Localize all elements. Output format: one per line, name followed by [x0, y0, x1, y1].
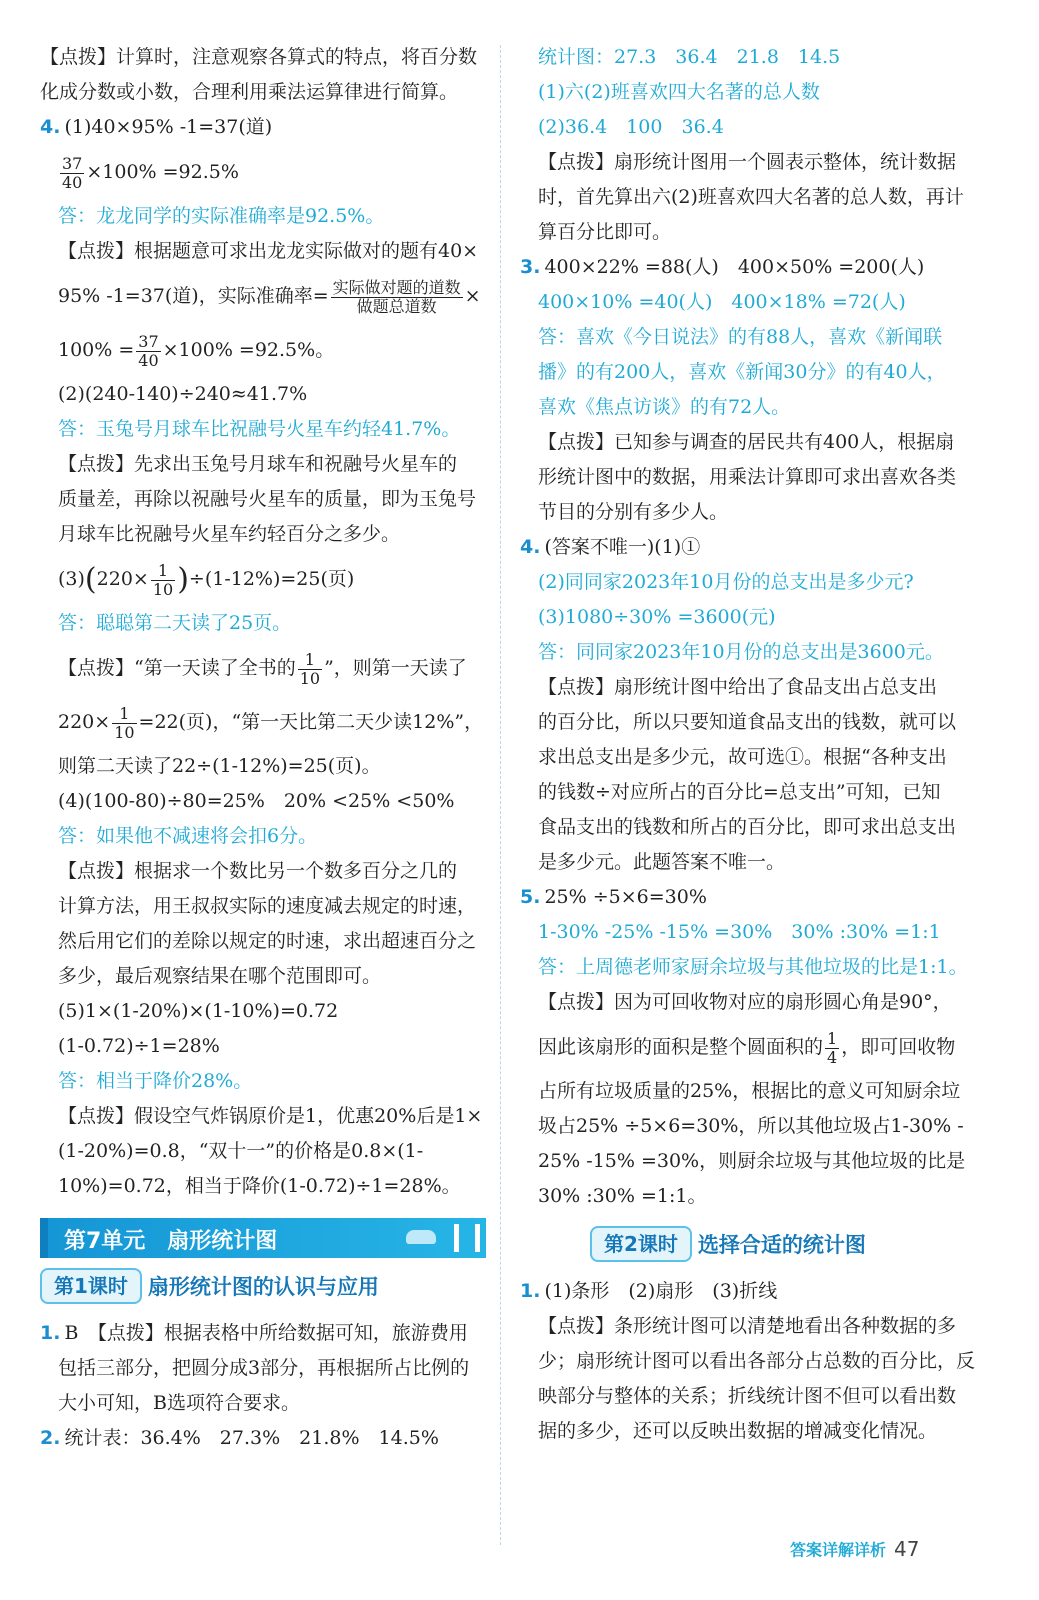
answer-line: 答：如果他不减速将会扣6分。 — [58, 825, 318, 847]
stripes-decoration — [454, 1224, 480, 1252]
answer-line: 统计图：27.3 36.4 21.8 14.5 — [538, 46, 841, 68]
tip-line: 【点拨】假设空气炸锅原价是1，优惠20%后是1× — [58, 1105, 483, 1127]
question-1: 1. (1)条形 (2)扇形 (3)折线 — [520, 1280, 778, 1302]
tip-line: 【点拨】扇形统计图用一个圆表示整体，统计数据 — [538, 151, 957, 173]
page-number: 47 — [894, 1537, 920, 1561]
tip-line: 质量差，再除以祝融号火星车的质量，即为玉兔号 — [58, 488, 477, 510]
question-number: 3. — [520, 256, 541, 278]
unit-banner — [40, 1218, 486, 1258]
answer-line: (2)同同家2023年10月份的总支出是多少元? — [538, 571, 914, 593]
question-4-part-5: (5)1×(1-20%)×(1-10%)=0.72 — [58, 1000, 339, 1022]
fraction: $\frac{1}{10}$ — [114, 703, 135, 742]
lesson-heading — [590, 1226, 968, 1264]
tip-line: 映部分与整体的关系；折线统计图不但可以看出数 — [538, 1385, 957, 1407]
answer-line: (2)36.4 100 36.4 — [538, 116, 724, 138]
footer-label: 答案详解详析 — [790, 1540, 887, 1560]
tip-line: 【点拨】已知参与调查的居民共有400人，根据扇 — [538, 431, 955, 453]
question-number: 4. — [520, 536, 541, 558]
question-3: 3. 400×22% =88(人) 400×50% =200(人) — [520, 256, 925, 278]
lesson-badge: 第2课时 — [590, 1226, 692, 1262]
question-5: 5. 25% ÷5×6=30% — [520, 886, 707, 908]
fraction: $\frac{1}{10}$ — [152, 560, 174, 599]
tip-line: 【点拨】扇形统计图中给出了食品支出占总支出 — [538, 676, 938, 698]
tip-line: 包括三部分，把圆分成3部分，再根据所占比例的 — [58, 1357, 470, 1379]
question-number: 1. — [40, 1322, 61, 1344]
answer-line: 答：喜欢《今日说法》的有88人，喜欢《新闻联 — [538, 326, 943, 348]
text-line: 化成分数或小数，合理利用乘法运算律进行简算。 — [40, 81, 459, 103]
left-column — [40, 40, 486, 1456]
tip-line: 据的多少，还可以反映出数据的增减变化情况。 — [538, 1420, 938, 1442]
fraction-line: $\frac{37}{40}$ ×100% =92.5% — [62, 153, 239, 192]
tip-line: 95% -1=37(道)，实际准确率= $\frac{\text{实际做对题的道数}}{\text{做题总道数}}$ × — [58, 277, 481, 316]
fraction: $\frac{37}{40}$ — [62, 153, 83, 192]
answer-line: 答：聪聪第二天读了25页。 — [58, 612, 292, 634]
tip-line: 形统计图中的数据，用乘法计算即可求出喜欢各类 — [538, 466, 957, 488]
tip-line: 【点拨】先求出玉兔号月球车和祝融号火星车的 — [58, 453, 458, 475]
answer-line: 播》的有200人，喜欢《新闻30分》的有40人， — [538, 361, 946, 383]
fraction: $\frac{\text{实际做对题的道数}}{\text{做题总道数}}$ — [332, 277, 461, 316]
answer-line: (3)1080÷30% =3600(元) — [538, 606, 776, 628]
tip-line: 30% :30% =1:1。 — [538, 1185, 707, 1207]
tip-line: 是多少元。此题答案不唯一。 — [538, 851, 786, 873]
answer-line: 答：龙龙同学的实际准确率是92.5%。 — [58, 205, 385, 227]
answer-line: 400×10% =40(人) 400×18% =72(人) — [538, 291, 906, 313]
tip-line: 食品支出的钱数和所占的百分比，即可求出总支出 — [538, 816, 957, 838]
question-number: 2. — [40, 1427, 61, 1449]
unit-title: 第7单元 扇形统计图 — [64, 1229, 278, 1254]
tip-line: 圾占25% ÷5×6=30%，所以其他垃圾占1-30% - — [538, 1115, 964, 1137]
tip-line: 时，首先算出六(2)班喜欢四大名著的总人数，再计 — [538, 186, 964, 208]
tip-line: 【点拨】根据求一个数比另一个数多百分之几的 — [58, 860, 458, 882]
right-column — [520, 40, 976, 1449]
tip-line: 月球车比祝融号火星车约轻百分之多少。 — [58, 523, 401, 545]
tip-line: 占所有垃圾质量的25%，根据比的意义可知厨余垃 — [538, 1080, 961, 1102]
tip-line: 10%)=0.72，相当于降价(1-0.72)÷1=28%。 — [58, 1175, 461, 1197]
tip-line: 大小可知，B选项符合要求。 — [58, 1392, 300, 1414]
tip-line: 25% -15% =30%，则厨余垃圾与其他垃圾的比是 — [538, 1150, 966, 1172]
fraction: $\frac{1}{4}$ — [827, 1028, 838, 1067]
question-4-part-5-step: (1-0.72)÷1=28% — [58, 1035, 220, 1057]
answer-line: 答：上周德老师家厨余垃圾与其他垃圾的比是1:1。 — [538, 956, 968, 978]
question-4-part-1: 4. (1)40×95% -1=37(道) — [40, 116, 273, 138]
tip-line: 少；扇形统计图可以看出各部分占总数的百分比，反 — [538, 1350, 976, 1372]
question-4-part-3: (3)(220× $\frac{1}{10}$ )÷(1-12%)=25(页) — [58, 560, 355, 599]
lesson-heading — [40, 1268, 486, 1306]
tip-line: 计算方法，用王叔叔实际的速度减去规定的时速， — [58, 895, 477, 917]
answer-line: (1)六(2)班喜欢四大名著的总人数 — [538, 81, 820, 103]
question-4-part-4: (4)(100-80)÷80=25% 20% <25% <50% — [58, 790, 455, 812]
question-4-part-2: (2)(240-140)÷240≈41.7% — [58, 383, 308, 405]
tip-line: (1-20%)=0.8，“双十一”的价格是0.8×(1- — [58, 1140, 424, 1162]
tip-line: 节目的分别有多少人。 — [538, 501, 729, 523]
question-2: 2. 统计表：36.4% 27.3% 21.8% 14.5% — [40, 1427, 439, 1449]
answer-line: 喜欢《焦点访谈》的有72人。 — [538, 396, 791, 418]
answer-line: 答：相当于降价28%。 — [58, 1070, 253, 1092]
question-number: 4. — [40, 116, 61, 138]
question-number: 5. — [520, 886, 541, 908]
page-footer — [790, 1537, 919, 1567]
answer-line: 答：同同家2023年10月份的总支出是3600元。 — [538, 641, 944, 663]
tip-line: 算百分比即可。 — [538, 221, 672, 243]
tip-line: 220× $\frac{1}{10}$ =22(页)，“第一天比第二天少读12%”， — [58, 703, 484, 742]
tip-line: 因此该扇形的面积是整个圆面积的 $\frac{1}{4}$ ，即可回收物 — [538, 1028, 956, 1067]
answer-line: 答：玉兔号月球车比祝融号火星车约轻41.7%。 — [58, 418, 461, 440]
lesson-title: 扇形统计图的认识与应用 — [147, 1275, 379, 1299]
tip-line: 100% = $\frac{37}{40}$ ×100% =92.5%。 — [58, 331, 335, 370]
tip-line: 【点拨】根据题意可求出龙龙实际做对的题有40× — [58, 240, 479, 262]
question-4: 4. (答案不唯一)(1)① — [520, 536, 701, 558]
tip-line: 【点拨】因为可回收物对应的扇形圆心角是90°， — [538, 991, 952, 1013]
fraction: $\frac{1}{10}$ — [299, 649, 321, 688]
tip-line: 然后用它们的差除以规定的时速，求出超速百分之 — [58, 930, 477, 952]
lesson-badge: 第1课时 — [40, 1268, 142, 1304]
tip-line: 【点拨】“第一天读了全书的 $\frac{1}{10}$ ”，则第一天读了 — [58, 649, 467, 688]
tip-line: 【点拨】条形统计图可以清楚地看出各种数据的多 — [538, 1315, 957, 1337]
tip-line: 多少，最后观察结果在哪个范围即可。 — [58, 965, 382, 987]
question-1: 1. B 【点拨】根据表格中所给数据可知，旅游费用 — [40, 1322, 468, 1344]
tip-line: 求出总支出是多少元，故可选①。根据“各种支出 — [538, 746, 947, 768]
text-line: 【点拨】计算时，注意观察各算式的特点，将百分数 — [40, 46, 478, 68]
tip-line: 的钱数÷对应所占的百分比=总支出”可知，已知 — [538, 781, 941, 803]
column-divider — [500, 45, 501, 1545]
tip-line: 的百分比，所以只要知道食品支出的钱数，就可以 — [538, 711, 957, 733]
car-icon — [406, 1230, 436, 1244]
question-number: 1. — [520, 1280, 541, 1302]
tip-line: 则第二天读了22÷(1-12%)=25(页)。 — [58, 755, 381, 777]
lesson-title: 选择合适的统计图 — [697, 1233, 866, 1257]
fraction: $\frac{37}{40}$ — [138, 331, 159, 370]
answer-line: 1-30% -25% -15% =30% 30% :30% =1:1 — [538, 921, 941, 943]
